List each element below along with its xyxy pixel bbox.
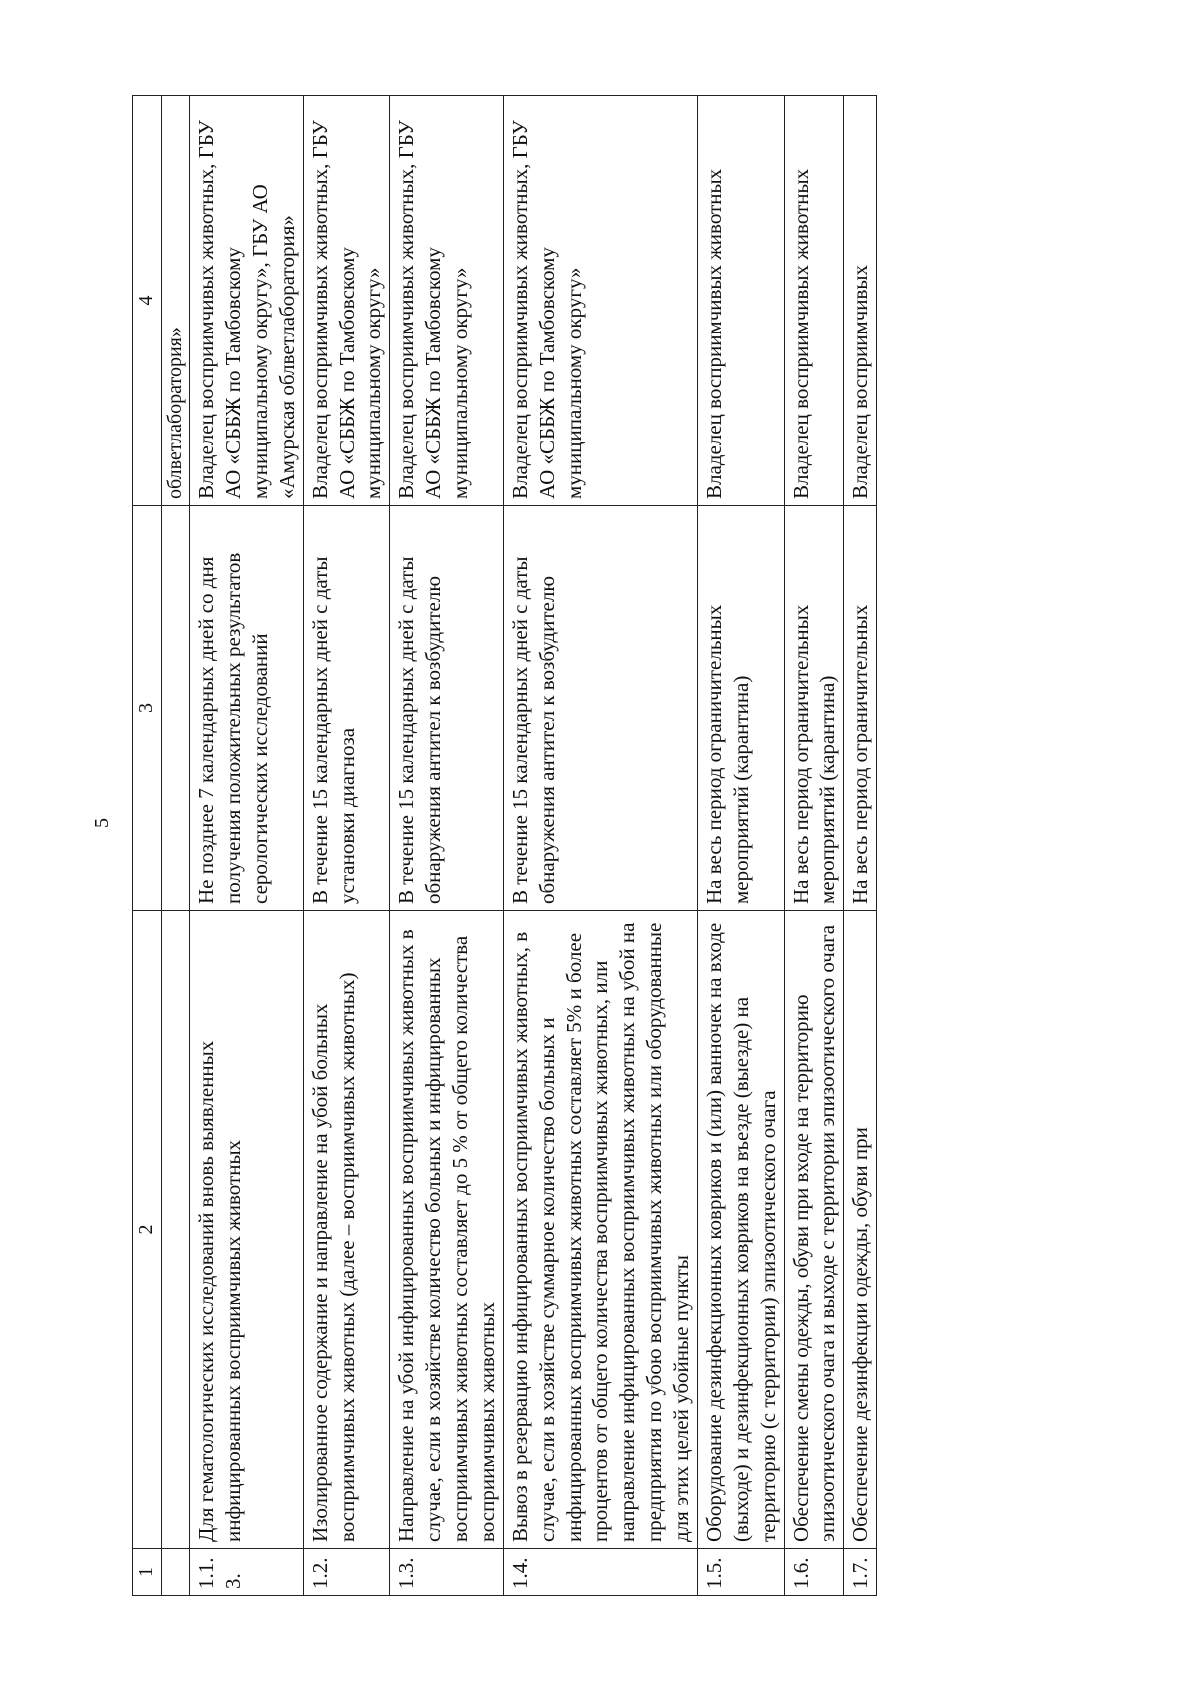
table-row: [303, 96, 390, 1596]
row-responsible: Владелец восприимчивых животных, ГБУ АО «СББЖ по Тамбовскому муниципальному округу»: [390, 96, 504, 506]
continuation-empty-cell: [161, 911, 190, 1549]
row-timing: Не позднее 7 календарных дней со дня получения положительных результатов серологических исследований: [190, 506, 304, 911]
continuation-responsible-cell: облветлаборатория»: [161, 96, 190, 506]
rotated-landscape-table: [132, 96, 1082, 1596]
table-row: [697, 96, 784, 1596]
header-cell-3: 3: [133, 506, 162, 911]
row-responsible: Владелец восприимчивых животных: [697, 96, 784, 506]
header-cell-4: 4: [133, 96, 162, 506]
row-timing: На весь период ограничительных мероприятий (карантина): [784, 506, 844, 911]
table-row: [503, 96, 697, 1596]
row-number: 1.6.: [784, 1549, 844, 1596]
header-cell-2: 2: [133, 911, 162, 1549]
row-measure: Изолированное содержание и направление на убой больных восприимчивых животных (далее – восприимчивых животных): [303, 911, 390, 1549]
row-measure: Направление на убой инфицированных восприимчивых животных в случае, если в хозяйстве количество больных и инфицированных восприимчивых животных составляет до 5 % от общего количества восприимчивых животных: [390, 911, 504, 1549]
row-measure: Обеспечение дезинфекции одежды, обуви при: [844, 911, 877, 1549]
continuation-row: [161, 96, 190, 1596]
row-number: 1.3.: [390, 1549, 504, 1596]
row-timing: В течение 15 календарных дней с даты обнаружения антител к возбудителю: [390, 506, 504, 911]
table-row: [844, 96, 877, 1596]
table-row: [190, 96, 304, 1596]
header-cell-1: 1: [133, 1549, 162, 1596]
row-responsible: Владелец восприимчивых: [844, 96, 877, 506]
row-measure: Оборудование дезинфекционных ковриков и (или) ванночек на входе (выходе) и дезинфекционных ковриков на въезде (выезде) на территорию (с территории) эпизоотического очага: [697, 911, 784, 1549]
continuation-empty-cell: [161, 1549, 190, 1596]
row-number: 1.5.: [697, 1549, 784, 1596]
row-number: 1.7.: [844, 1549, 877, 1596]
row-measure: Для гематологических исследований вновь выявленных инфицированных восприимчивых животных: [190, 911, 304, 1549]
row-timing: На весь период ограничительных: [844, 506, 877, 911]
continuation-empty-cell: [161, 506, 190, 911]
row-responsible: Владелец восприимчивых животных, ГБУ АО «СББЖ по Тамбовскому муниципальному округу»: [503, 96, 697, 506]
row-timing: В течение 15 календарных дней с даты установки диагноза: [303, 506, 390, 911]
page-number: 5: [91, 818, 113, 828]
row-timing: На весь период ограничительных мероприятий (карантина): [697, 506, 784, 911]
measures-table: [132, 95, 877, 1596]
row-responsible: Владелец восприимчивых животных: [784, 96, 844, 506]
table-row: [784, 96, 844, 1596]
row-measure: Вывоз в резервацию инфицированных восприимчивых животных, в случае, если в хозяйстве суммарное количество больных и инфицированных восприимчивых животных составляет 5% и более процентов от общего количества восприимчивых животных, или направление инфицированных восприимчивых животных на убой на предприятия по убою восприимчивых животных или оборудованные для этих целей убойные пункты: [503, 911, 697, 1549]
header-row: [133, 96, 162, 1596]
row-number: 1.1.3.: [190, 1549, 304, 1596]
row-number: 1.2.: [303, 1549, 390, 1596]
row-timing: В течение 15 календарных дней с даты обнаружения антител к возбудителю: [503, 506, 697, 911]
row-responsible: Владелец восприимчивых животных, ГБУ АО «СББЖ по Тамбовскому муниципальному округу»: [303, 96, 390, 506]
table-row: [390, 96, 504, 1596]
row-number: 1.4.: [503, 1549, 697, 1596]
row-measure: Обеспечение смены одежды, обуви при входе на территорию эпизоотического очага и выходе с территории эпизоотического очага: [784, 911, 844, 1549]
row-responsible: Владелец восприимчивых животных, ГБУ АО «СББЖ по Тамбовскому муниципальному округу», ГБУ АО «Амурская облветлаборатория»: [190, 96, 304, 506]
